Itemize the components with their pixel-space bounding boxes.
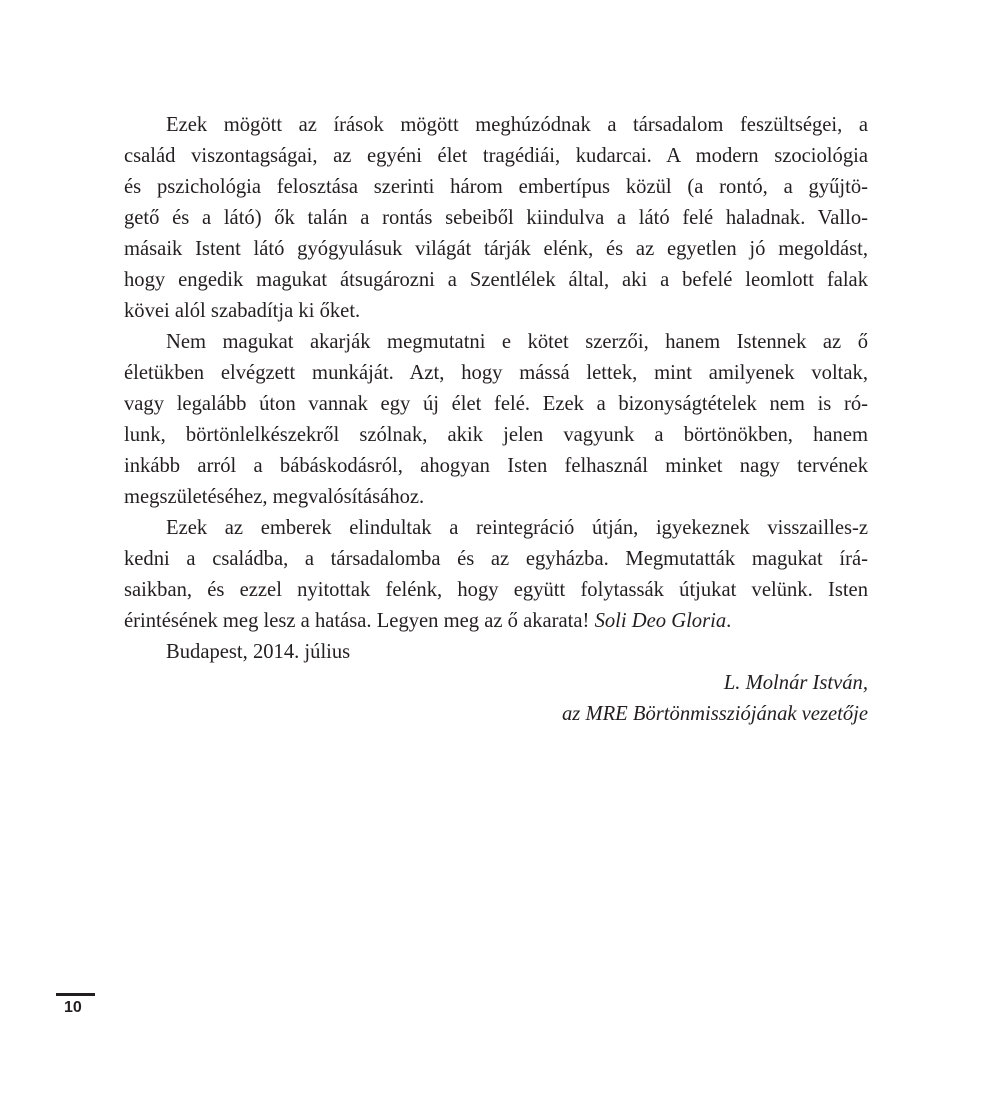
signature-title: az MRE Börtönmissziójának vezetője [561, 703, 868, 725]
closing-latin-phrase: Soli Deo Gloria [594, 610, 727, 632]
page-number: 10 [64, 999, 82, 1016]
closing-text: érintésének meg lesz a hatása. Legyen meg az ő akarata! [124, 610, 590, 632]
text-line: kedni a családba, a társadalomba és az egyházba. Megmutatták magukat írá- [124, 548, 868, 570]
text-line: vagy legalább úton vannak egy új élet felé. Ezek a bizonyságtételek nem is ró- [124, 393, 868, 415]
paragraph-1 [124, 110, 868, 327]
text-line: kövei alól szabadítja ki őket. [124, 300, 361, 322]
text-line: lunk, börtönlelkészekről szólnak, akik jelen vagyunk a börtönökben, hanem [124, 424, 868, 446]
text-line: másaik Istent látó gyógyulásuk világát tárják elénk, és az egyetlen jó megoldást, [124, 238, 868, 260]
text-line: életükben elvégzett munkáját. Azt, hogy mássá lettek, mint amilyenek voltak, [124, 362, 868, 384]
closing-period: . [726, 610, 732, 632]
dateline: Budapest, 2014. július [166, 641, 351, 663]
text-line: saikban, és ezzel nyitottak felénk, hogy együtt folytassák útjukat velünk. Isten [124, 579, 868, 601]
text-line: Ezek mögött az írások mögött meghúzódnak a társadalom feszültségei, a [166, 114, 868, 136]
body-text [124, 110, 868, 730]
text-line: Nem magukat akarják megmutatni e kötet szerzői, hanem Istennek az ő [166, 331, 868, 353]
text-line: megszületéséhez, megvalósításához. [124, 486, 425, 508]
paragraph-2 [124, 327, 868, 513]
text-line: hogy engedik magukat átsugározni a Szentlélek által, aki a befelé leomlott falak [124, 269, 868, 291]
page-number-rule [56, 993, 95, 996]
signature-name: L. Molnár István, [723, 672, 868, 694]
text-line: család viszontagságai, az egyéni élet tragédiái, kudarcai. A modern szociológia [124, 145, 868, 167]
text-line: Ezek az emberek elindultak a reintegráció útján, igyekeznek visszailles-z [166, 517, 868, 539]
paragraph-3 [124, 513, 868, 637]
text-line-closing [124, 606, 868, 637]
text-line: inkább arról a bábáskodásról, ahogyan Isten felhasznál minket nagy tervének [124, 455, 868, 477]
text-line: gető és a látó) ők talán a rontás sebeiből kiindulva a látó felé haladnak. Vallo- [124, 207, 868, 229]
text-line: és pszichológia felosztása szerinti három embertípus közül (a rontó, a gyűjtö- [124, 176, 868, 198]
